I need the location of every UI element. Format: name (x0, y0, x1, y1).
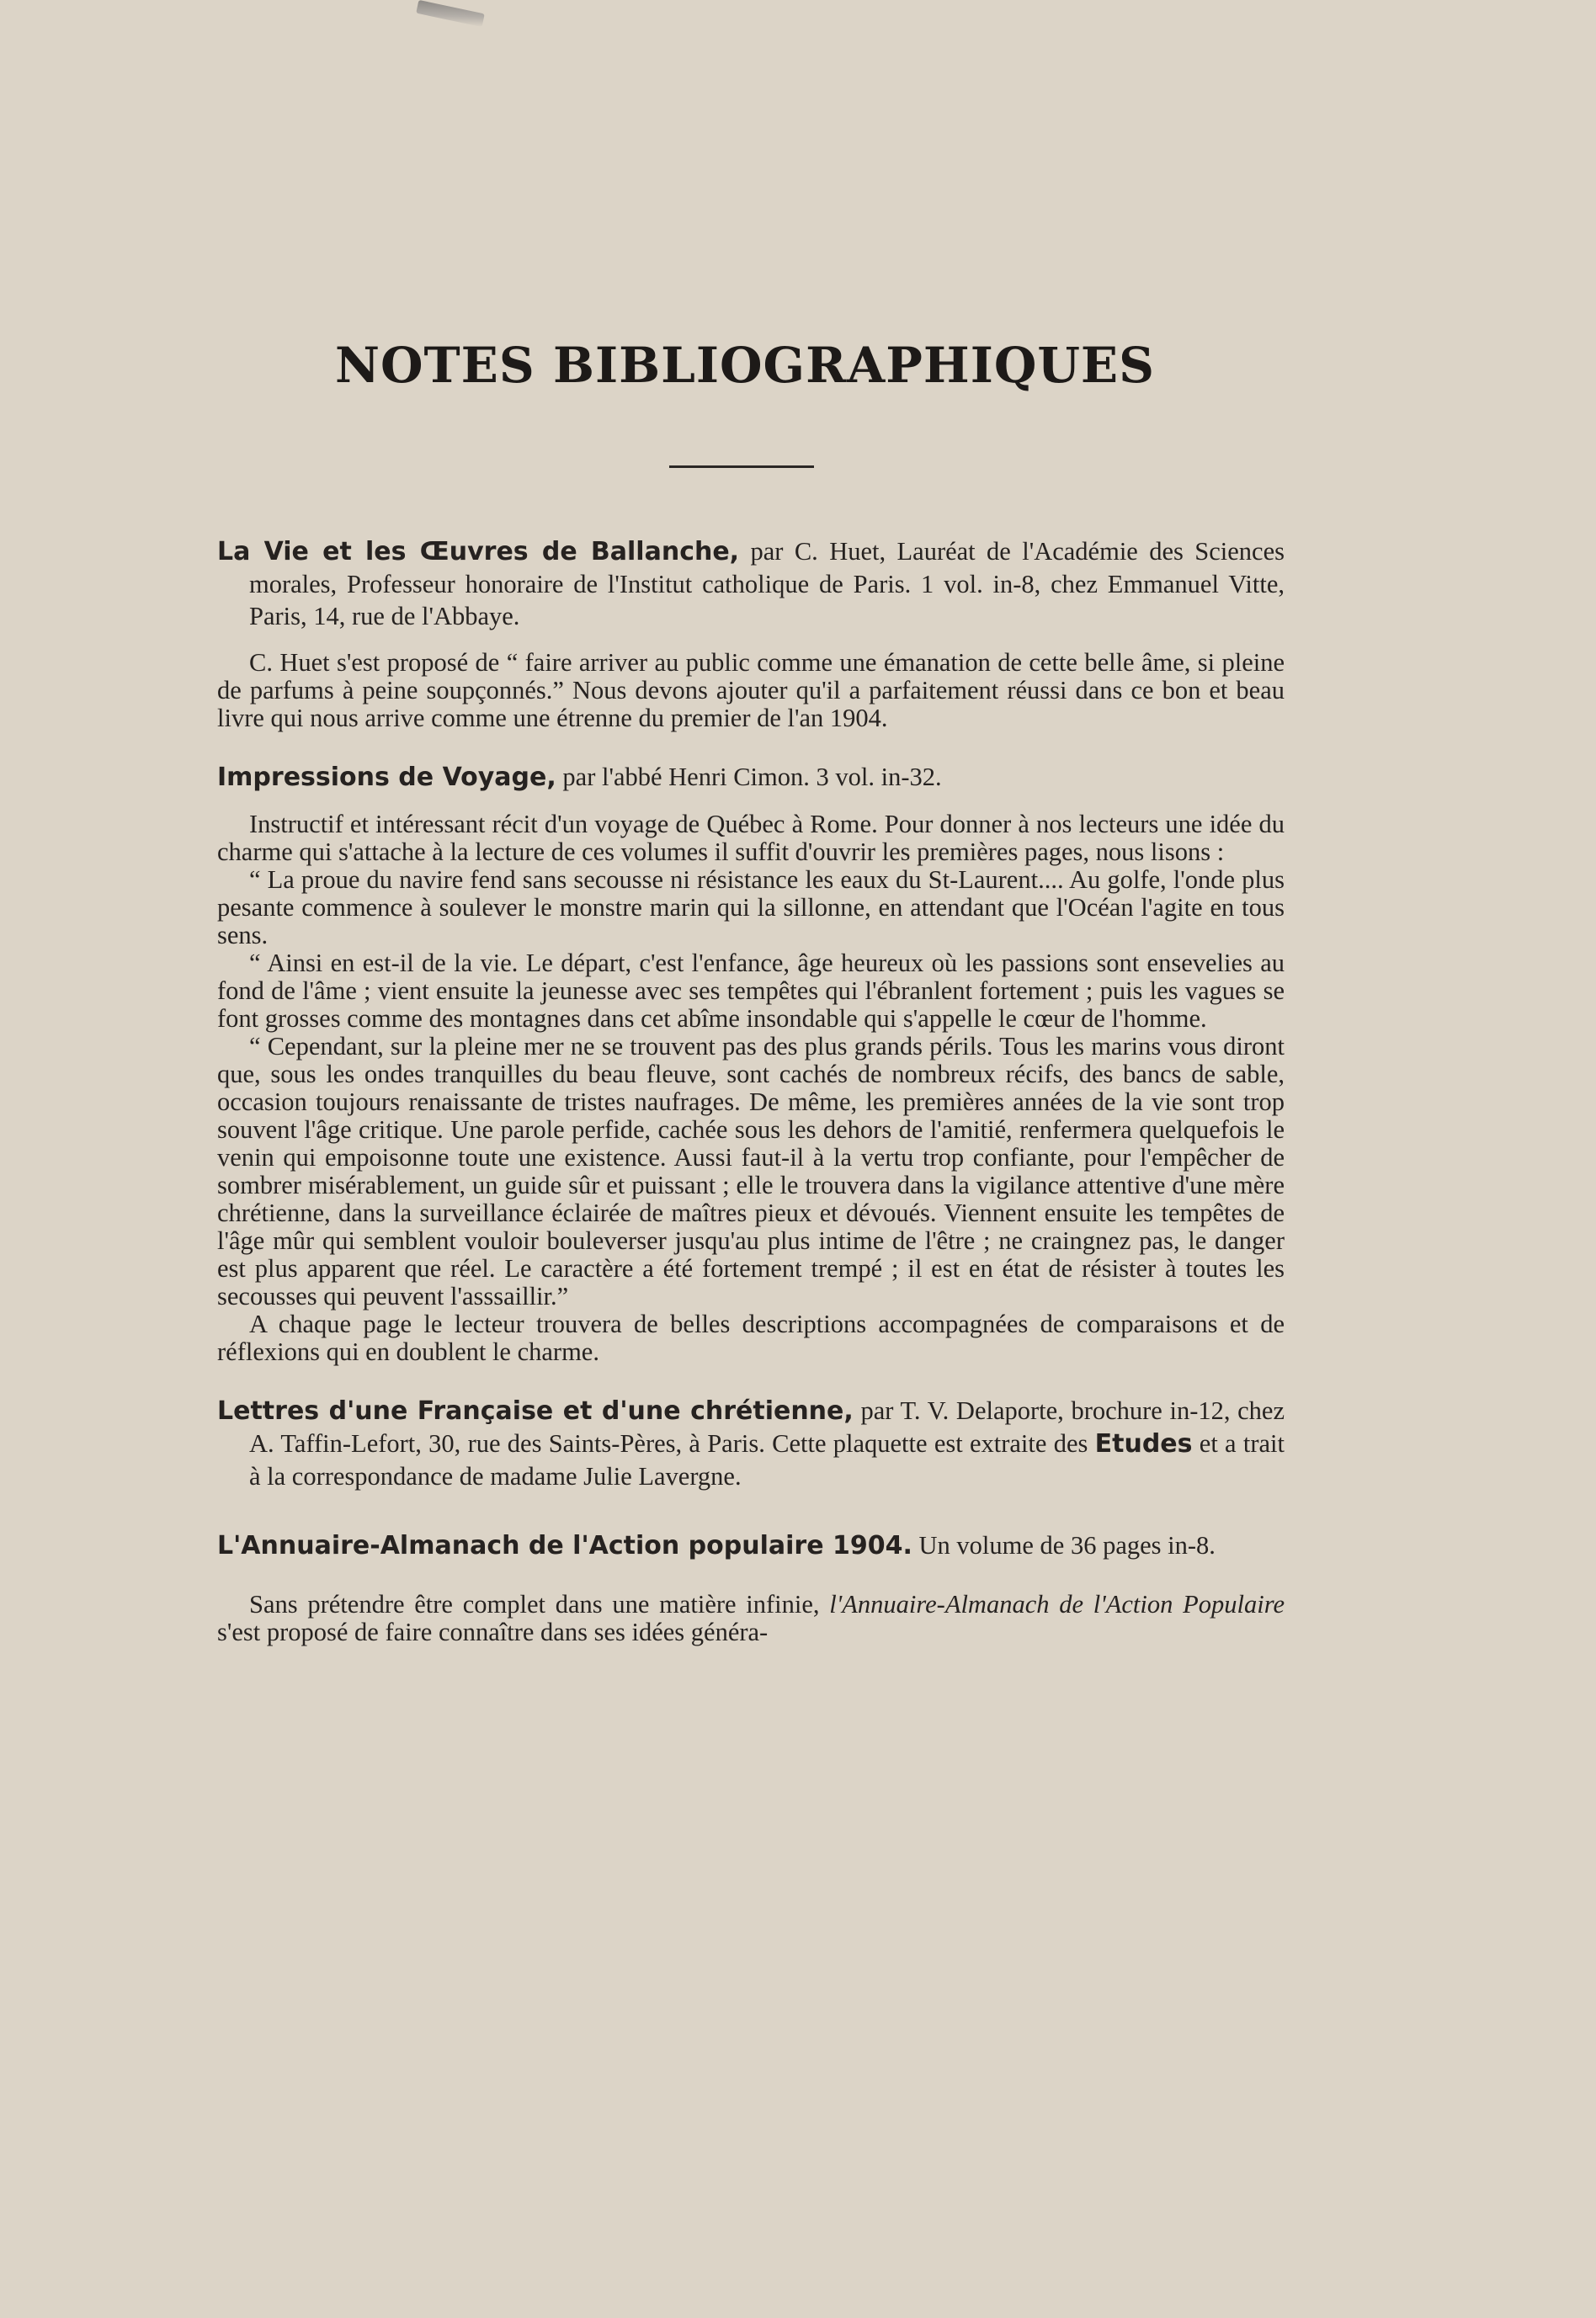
entry-voyage-quote-1: “ La proue du navire fend sans secousse ni résistance les eaux du St-Laurent.... Au golfe, l'onde plus pesante commence à soulever le monstre marin qui la sillonne, en attendant que l'Océan l'agite en tous sens. (217, 865, 1285, 949)
entry-lettres-details: par T. V. Delaporte, brochure in-12, chez A. Taffin-Lefort, 30, rue des Saints-Pères, à Paris. Cette plaquette est extraite des (249, 1396, 1285, 1458)
entry-lettres-title: Lettres d'une Française et d'une chrétienne, (217, 1396, 854, 1426)
entry-almanach-title: L'Annuaire-Almanach de l'Action populaire 1904. (217, 1531, 912, 1560)
entry-voyage-conclusion: A chaque page le lecteur trouvera de belles descriptions accompagnées de comparaisons et de réflexions qui en doublent le charme. (217, 1310, 1285, 1366)
entry-lettres-etudes: Etudes (1094, 1429, 1193, 1459)
entry-almanach-review-start: Sans prétendre être complet dans une matière infinie, (249, 1590, 830, 1619)
entry-voyage-header (217, 761, 1285, 794)
entry-voyage-details: par l'abbé Henri Cimon. 3 vol. in-32. (556, 763, 942, 791)
entry-voyage-intro: Instructif et intéressant récit d'un voyage de Québec à Rome. Pour donner à nos lecteurs une idée du charme qui s'attache à la lecture de ces volumes il suffit d'ouvrir les premières pages, nous lisons : (217, 810, 1285, 866)
title-divider (669, 465, 814, 468)
entry-almanach-details: Un volume de 36 pages in-8. (912, 1531, 1216, 1560)
entry-almanach-review (217, 1591, 1285, 1646)
entry-voyage-quote-3: “ Cependant, sur la pleine mer ne se trouvent pas des plus grands périls. Tous les marins vous diront que, sous les ondes tranquilles du beau fleuve, sont cachés de nombreux récifs, des bancs de sable, occasion toujours renaissante de tristes naufrages. De même, les premières années de la vie sont trop souvent l'âge critique. Une parole perfide, cachée sous les dehors de l'amitié, renfermera quelquefois le venin qui empoisonne toute une existence. Aussi faut-il à la vertu trop confiante, pour l'empêcher de sombrer misérablement, un guide sûr et puissant ; elle le trouvera dans la vigilance attentive d'une mère chrétienne, dans la surveillance éclairée de maîtres pieux et dévoués. Viennent ensuite les tempêtes de l'âge mûr qui semblent vouloir bouleverser jusqu'au plus intime de l'être ; ne craingnez pas, le danger est plus apparent que réel. Le caractère a été fortement trempé ; il est en état de résister à toutes les secousses qui peuvent l'asssaillir.” (217, 1032, 1285, 1311)
entry-lettres-header (217, 1395, 1285, 1492)
entry-ballanche-details: par C. Huet, Lauréat de l'Académie des Sciences morales, Professeur honoraire de l'Institut catholique de Paris. 1 vol. in-8, chez Emmanuel Vitte, Paris, 14, rue de l'Abbaye. (249, 537, 1285, 630)
entry-almanach-review-title: l'Annuaire-Almanach de l'Action Populaire (829, 1590, 1285, 1619)
paper-stain (416, 0, 485, 27)
entry-ballanche-title: La Vie et les Œuvres de Ballanche, (217, 537, 740, 566)
entry-lettres-details-end: et a trait à la correspondance de madame Julie Lavergne. (249, 1429, 1285, 1491)
entry-voyage-quote-2: “ Ainsi en est-il de la vie. Le départ, c'est l'enfance, âge heureux où les passions sont ensevelies au fond de l'âme ; vient ensuite la jeunesse avec ses tempêtes qui l'ébranlent fortement ; puis les vagues se font grosses comme des montagnes dans cet abîme insondable qui s'appelle le cœur de l'homme. (217, 949, 1285, 1033)
page-title: NOTES BIBLIOGRAPHIQUES (334, 337, 1156, 394)
entry-almanach-header (217, 1529, 1285, 1562)
bibliographic-notes (217, 535, 1285, 1646)
entry-ballanche-header (217, 535, 1285, 632)
entry-ballanche-review: C. Huet s'est proposé de “ faire arriver au public comme une émanation de cette belle âme, si pleine de parfums à peine soupçonnés.” Nous devons ajouter qu'il a parfaitement réussi dans ce bon et beau livre qui nous arrive comme une étrenne du premier de l'an 1904. (217, 648, 1285, 732)
entry-voyage-title: Impressions de Voyage, (217, 763, 556, 792)
entry-almanach-review-end: s'est proposé de faire connaître dans ses idées généra- (217, 1618, 769, 1646)
